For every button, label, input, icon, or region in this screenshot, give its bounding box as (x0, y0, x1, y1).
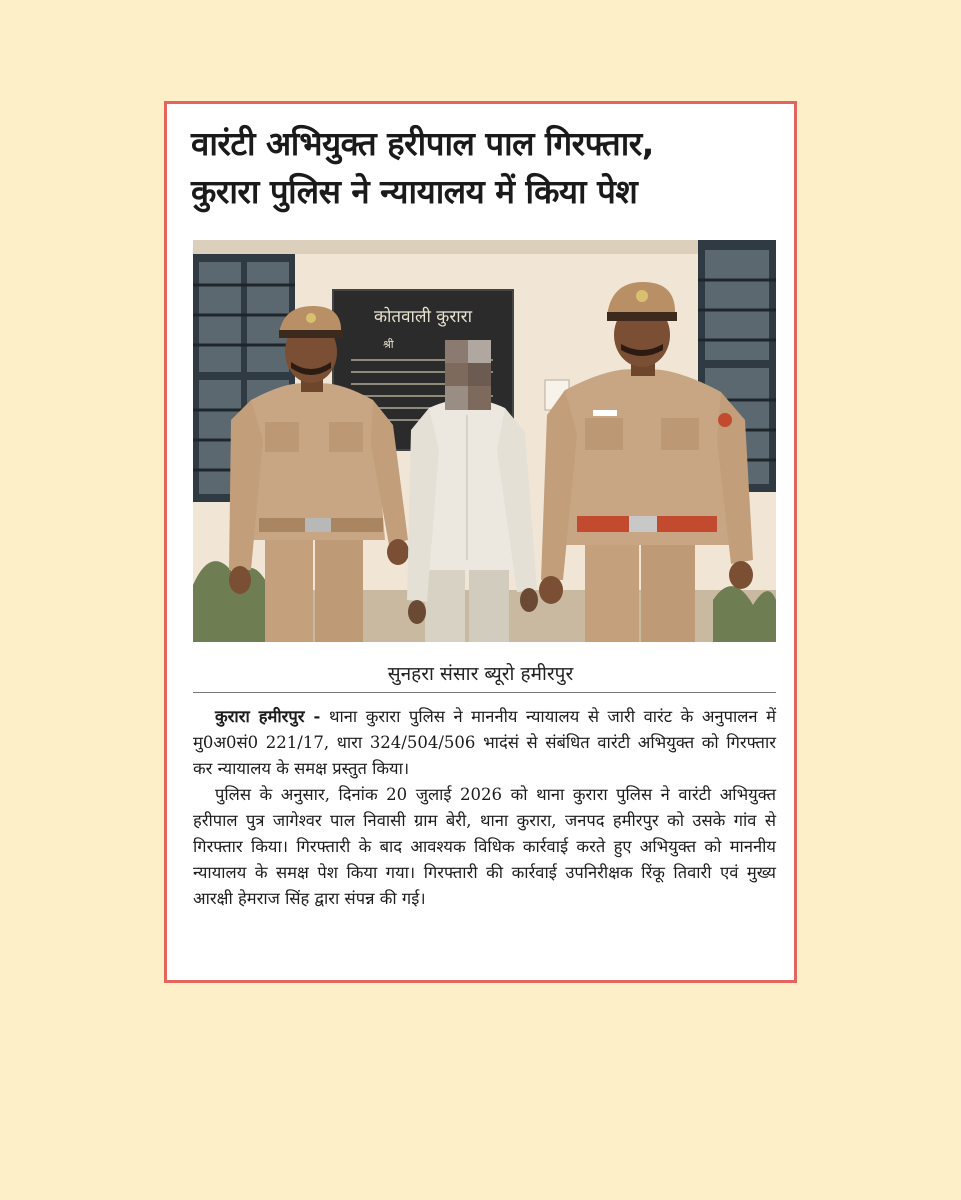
article-paragraph-2: पुलिस के अनुसार, दिनांक 20 जुलाई 2026 को थाना कुरारा पुलिस ने वारंटी अभियुक्त हरीपाल पुत्र जागेश्वर पाल निवासी ग्राम बेरी, थाना कुरारा, जनपद हमीरपुर को उसके गांव से गिरफ्तार किया। गिरफ्तारी के बाद आवश्यक विधिक कार्रवाई करते हुए अभियुक्त को माननीय न्यायालय के समक्ष पेश किया गया। गिरफ्तारी की कार्रवाई उपनिरीक्षक रिंकू तिवारी एवं मुख्य आरक्षी हेमराज सिंह द्वारा संपन्न की गई। (193, 785, 776, 908)
plaque-name: श्री (383, 338, 394, 351)
headline-line-2: कुरारा पुलिस ने न्यायालय में किया पेश (191, 172, 638, 211)
news-clipping (164, 101, 797, 983)
dateline: कुरारा हमीरपुर - (215, 707, 321, 726)
article-paragraph-1 (193, 704, 776, 782)
byline: सुनहरा संसार ब्यूरो हमीरपुर (387, 663, 574, 685)
police-arrest-photo (193, 240, 776, 642)
byline-divider (193, 692, 776, 693)
headline (191, 120, 781, 216)
article-body (193, 704, 776, 912)
paragraph-1-text: थाना कुरारा पुलिस ने माननीय न्यायालय से जारी वारंट के अनुपालन में मु0अ0सं0 221/17, धारा 324/504/506 भादंसं से संबंधित वारंटी अभियुक्त को गिरफ्तार कर न्यायालय के समक्ष प्रस्तुत किया। (193, 707, 776, 778)
plant-right (713, 586, 776, 642)
headline-line-1: वारंटी अभियुक्त हरीपाल पाल गिरफ्तार, (191, 124, 654, 163)
news-photo (193, 240, 776, 642)
plaque-title: कोतवाली कुरारा (373, 307, 473, 327)
